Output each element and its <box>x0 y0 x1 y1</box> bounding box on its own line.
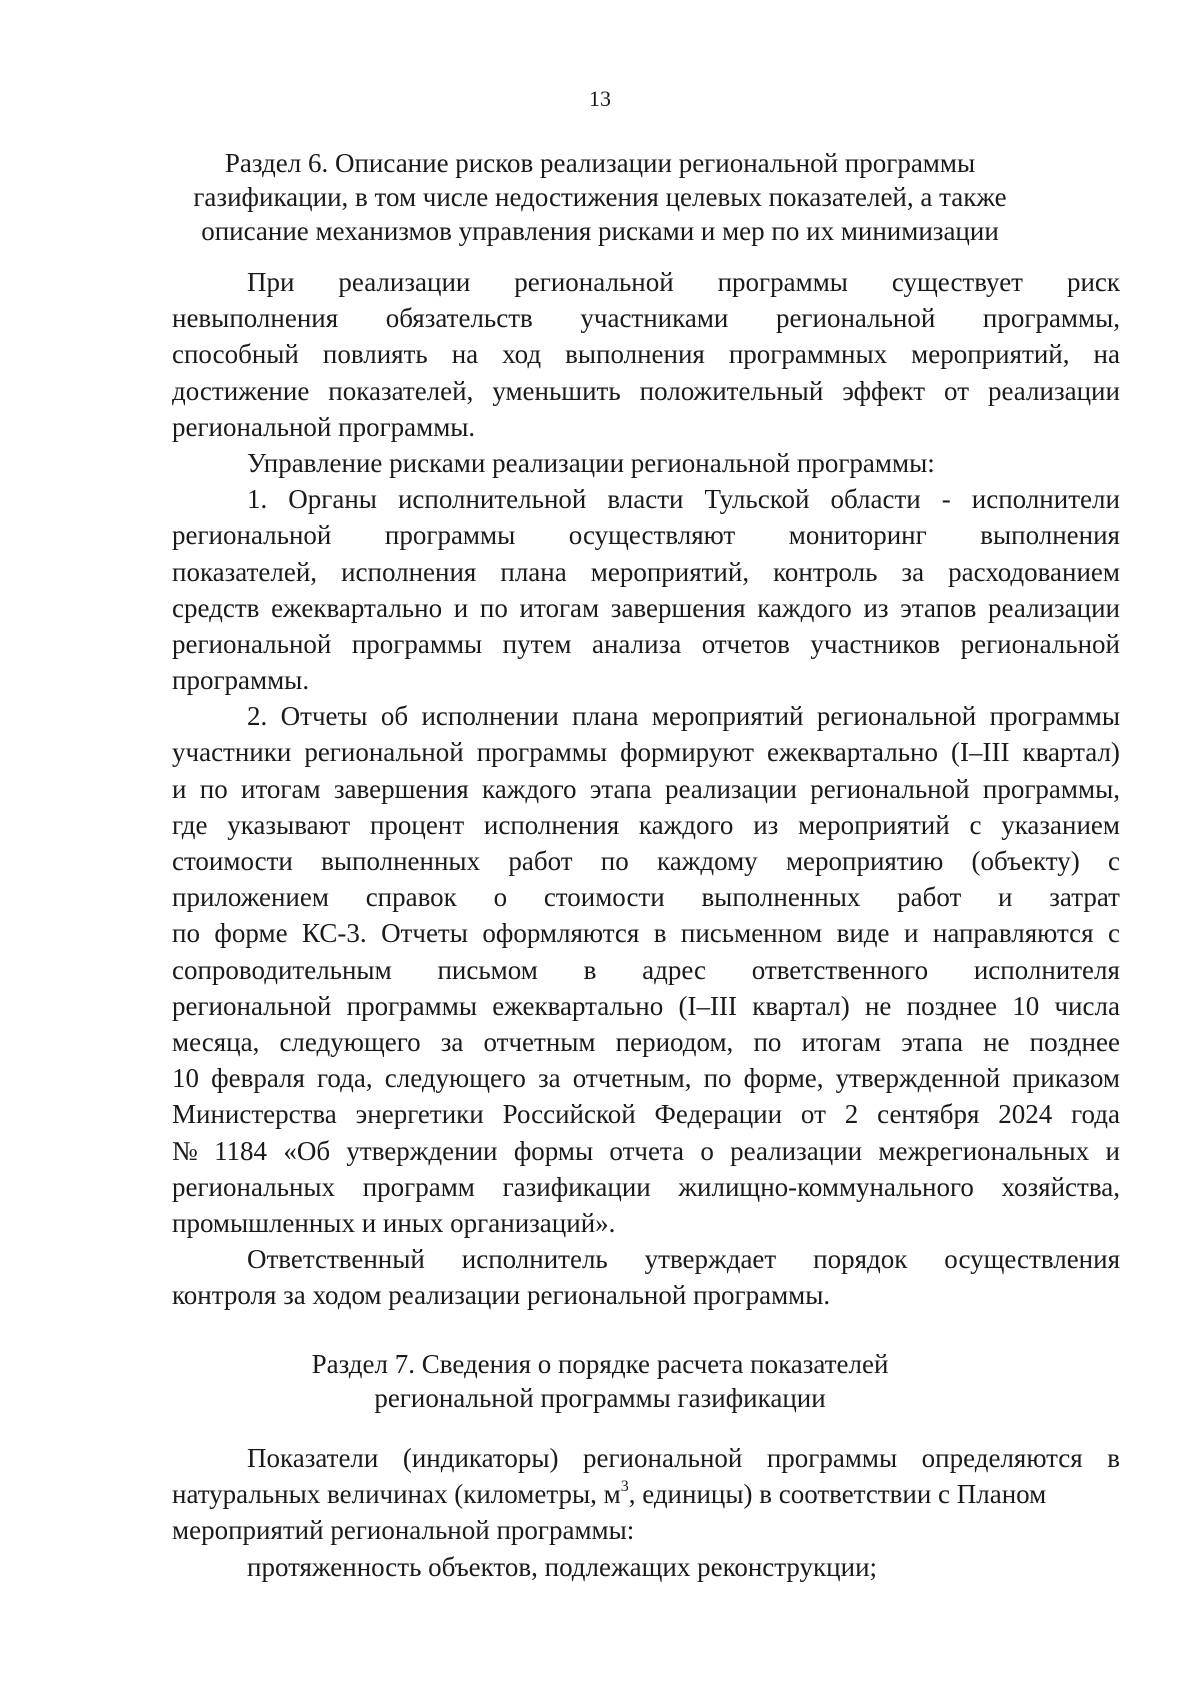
word: позднее <box>1029 1026 1120 1057</box>
word: исполнителя <box>973 954 1120 985</box>
word: ежеквартально <box>766 737 938 768</box>
word: реализации <box>730 1135 863 1166</box>
word: региональной <box>775 303 936 334</box>
word: ход <box>502 339 542 370</box>
paragraph-line <box>172 734 1120 770</box>
word: Отчеты <box>280 701 368 732</box>
word: мероприятий, <box>590 556 750 587</box>
word: за <box>440 1026 464 1057</box>
word: программы <box>476 737 608 768</box>
paragraph-line <box>172 1060 1120 1096</box>
word: процент <box>369 809 465 840</box>
paragraph-line <box>172 481 1120 517</box>
word: участниками <box>580 303 729 334</box>
word: о <box>700 1135 714 1166</box>
word: в <box>653 918 667 949</box>
word: определяются <box>921 1443 1083 1473</box>
word: мероприятий <box>798 809 950 840</box>
word: осуществляют <box>568 520 736 551</box>
word: положительный <box>639 375 824 406</box>
section-6-heading <box>0 146 1200 248</box>
word: региональной <box>172 520 332 551</box>
paragraph-line <box>172 264 1120 300</box>
word: приказом <box>1012 1063 1120 1094</box>
word: ежеквартально <box>271 592 443 623</box>
word: и <box>453 592 469 623</box>
word: 10 <box>1012 990 1040 1021</box>
word: сопроводительным <box>172 954 392 985</box>
word: региональной <box>582 1443 743 1473</box>
word: формы <box>513 1135 594 1166</box>
word: каждого <box>638 809 734 840</box>
word: газификации <box>502 1171 651 1202</box>
word: по <box>479 592 508 623</box>
word: региональной <box>172 990 332 1021</box>
word: мероприятий <box>651 701 804 732</box>
word: При <box>247 267 295 297</box>
paragraph-line <box>172 807 1120 843</box>
paragraph-line <box>172 517 1120 553</box>
word: Показатели <box>247 1443 379 1473</box>
heading-line: описание механизмов управления рисками и мер по их минимизации <box>201 216 999 246</box>
page-number: 13 <box>589 86 611 111</box>
word: месяца, <box>172 1026 260 1057</box>
word: (индикаторы) <box>402 1443 559 1473</box>
word: программы <box>989 701 1120 732</box>
word: мероприятий, <box>911 339 1070 370</box>
word: путем <box>502 628 572 659</box>
word: следующего <box>384 1063 526 1094</box>
word: от <box>944 375 969 406</box>
paragraph-line <box>172 626 1120 662</box>
word: 2 <box>844 1099 859 1130</box>
word: итогам <box>519 592 600 623</box>
word: Отчеты <box>381 918 468 949</box>
word: на <box>451 339 479 370</box>
word: 1184 <box>214 1135 268 1166</box>
word: письмом <box>437 954 538 985</box>
word: по <box>753 1026 782 1057</box>
word: показателей, <box>328 375 474 406</box>
word: риск <box>1066 267 1120 297</box>
word: энергетики <box>355 1099 484 1130</box>
word: не <box>983 1026 1010 1057</box>
word: достижение <box>172 375 310 406</box>
word: сентября <box>877 1099 980 1130</box>
paragraph-line <box>172 1476 1120 1512</box>
word: исполнении <box>421 701 559 732</box>
word: области <box>830 484 921 515</box>
word: показателей, <box>172 556 318 587</box>
word: на <box>1093 339 1120 370</box>
word: и <box>903 918 919 949</box>
word: утвержденной <box>835 1063 1001 1094</box>
word: существует <box>891 267 1023 297</box>
word: завершения <box>333 773 469 804</box>
word: периодом, <box>615 1026 734 1057</box>
paragraph-line: программы. <box>172 665 310 696</box>
word: Министерства <box>172 1099 337 1130</box>
word: отчета <box>609 1135 685 1166</box>
word: расходованием <box>948 556 1120 587</box>
paragraph-line: промышленных и иных организаций». <box>172 1207 616 1238</box>
paragraph-line <box>172 300 1120 336</box>
word: года <box>1071 1099 1120 1130</box>
word: исполнительной <box>397 484 587 515</box>
paragraph-line <box>172 771 1120 807</box>
paragraph-line <box>172 373 1120 409</box>
word: 10 <box>172 1063 199 1094</box>
word: квартал) <box>1022 737 1120 768</box>
word: и <box>172 773 187 804</box>
word: «Об <box>283 1135 331 1166</box>
word: от <box>800 1099 826 1130</box>
word: программных <box>728 339 888 370</box>
word: по <box>199 773 228 804</box>
word: ответственного <box>751 954 929 985</box>
word: 1. <box>247 484 268 515</box>
word: из <box>863 592 889 623</box>
text-fragment: натуральных величинах (километры, $м^3$, единицы) в соответствии с Планом <box>172 1478 1047 1510</box>
word: осуществления <box>944 1244 1120 1275</box>
word: 2. <box>247 701 268 732</box>
word: этапа <box>589 773 652 804</box>
paragraph-line: региональной программы. <box>172 411 476 442</box>
word: региональной <box>172 628 332 659</box>
word: отчетным <box>483 1026 596 1057</box>
word: виде <box>836 918 890 949</box>
section-7-body <box>172 1440 1120 1585</box>
word: указывают <box>227 809 351 840</box>
word: исполнители <box>971 484 1120 515</box>
word: региональной <box>816 701 977 732</box>
word: с <box>1108 918 1120 949</box>
word: справок <box>365 882 457 913</box>
word: реализации <box>988 592 1120 623</box>
word: о <box>493 882 508 913</box>
word: Российской <box>502 1099 636 1130</box>
heading-line: Раздел 7. Сведения о порядке расчета показателей <box>311 1349 889 1379</box>
paragraph-line <box>172 952 1120 988</box>
heading-line: газификации, в том числе недостижения целевых показателей, а также <box>193 182 1007 212</box>
word: года, <box>317 1063 373 1094</box>
word: мероприятию <box>785 846 944 876</box>
word: участников <box>810 628 941 659</box>
section-6-body <box>172 264 1120 1313</box>
word: в <box>583 954 597 985</box>
word: программы <box>384 520 516 551</box>
word: февраля <box>211 1063 305 1094</box>
superscript: 3 <box>620 1478 629 1496</box>
word: каждого <box>757 592 852 623</box>
word: каждому <box>657 846 758 876</box>
word: плана <box>500 556 567 587</box>
word: Федерации <box>654 1099 783 1130</box>
word: Тульской <box>704 484 810 515</box>
word: (I–III <box>950 737 1010 768</box>
word: плана <box>572 701 639 732</box>
word: (I–III <box>678 990 737 1021</box>
word: Ответственный <box>247 1244 425 1275</box>
word: региональной <box>810 773 970 804</box>
word: программы <box>346 990 477 1021</box>
word: исполнения <box>483 809 620 840</box>
word: исполнения <box>341 556 477 587</box>
word: уменьшить <box>492 375 621 406</box>
paragraph-line <box>172 988 1120 1024</box>
word: об <box>380 701 409 732</box>
word: где <box>172 809 208 840</box>
word: контроль <box>773 556 878 587</box>
word: за <box>901 556 925 587</box>
word: по <box>703 1063 732 1094</box>
word: реализации <box>987 375 1120 406</box>
word: и <box>998 882 1013 913</box>
word: жилищно-коммунального <box>678 1171 974 1202</box>
paragraph-line <box>172 554 1120 590</box>
word: КС-3. <box>302 918 367 949</box>
word: завершения <box>610 592 746 623</box>
word: выполненных <box>321 846 481 876</box>
word: выполнения <box>565 339 705 370</box>
word: программы <box>717 267 848 297</box>
word: программы, <box>982 303 1120 334</box>
word: (объекту) <box>971 846 1080 876</box>
word: способный <box>172 339 299 370</box>
word: Органы <box>288 484 377 515</box>
word: в <box>1107 1443 1120 1473</box>
paragraph-line <box>172 698 1120 734</box>
word: отчетным, <box>572 1063 692 1094</box>
word: затрат <box>1049 882 1120 913</box>
word: № <box>172 1135 198 1166</box>
word: работ <box>897 882 962 913</box>
word: итогам <box>801 1026 882 1057</box>
word: следующего <box>279 1026 421 1057</box>
word: этапа <box>901 1026 963 1057</box>
word: мониторинг <box>788 520 927 551</box>
word: эффект <box>842 375 926 406</box>
word: форме, <box>743 1063 824 1094</box>
word: программы <box>351 628 483 659</box>
word: реализации <box>664 773 797 804</box>
word: с <box>1107 846 1120 876</box>
word: этапов <box>900 592 977 623</box>
paragraph-line: контроля за ходом реализации региональной программы. <box>172 1280 831 1311</box>
word: направляются <box>932 918 1094 949</box>
word: утверждении <box>346 1135 498 1166</box>
word: оформляются <box>482 918 640 949</box>
word: региональных <box>172 1171 336 1202</box>
word: программы <box>766 1443 898 1473</box>
word: по <box>600 846 629 876</box>
word: хозяйства, <box>1001 1171 1120 1202</box>
word: региональной <box>304 737 464 768</box>
word: - <box>941 484 951 515</box>
paragraph-line: Управление рисками реализации региональной программы: <box>247 447 935 478</box>
word: выполнения <box>980 520 1120 551</box>
word: реализации <box>338 267 471 297</box>
paragraph-line <box>172 1133 1120 1169</box>
word: указанием <box>1001 809 1120 840</box>
paragraph-line: мероприятий региональной программы: <box>172 1515 635 1546</box>
word: письменном <box>680 918 823 949</box>
word: обязательств <box>385 303 533 334</box>
word: с <box>969 809 982 840</box>
word: каждого <box>482 773 577 804</box>
word: программы, <box>982 773 1120 804</box>
word: отчетов <box>701 628 790 659</box>
word: программ <box>362 1171 475 1202</box>
word: анализа <box>591 628 682 659</box>
word: квартал) <box>752 990 850 1021</box>
paragraph-line <box>172 1096 1120 1132</box>
word: порядок <box>813 1244 908 1275</box>
word: стоимости <box>172 846 293 876</box>
word: и <box>1105 1135 1120 1166</box>
word: средств <box>172 592 260 623</box>
word: региональной <box>960 628 1120 659</box>
paragraph-line <box>172 1169 1120 1205</box>
heading-line: региональной программы газификации <box>374 1383 826 1413</box>
word: выполненных <box>701 882 861 913</box>
word: региональной <box>514 267 674 297</box>
heading-line: Раздел 6. Описание рисков реализации региональной программы <box>224 148 976 178</box>
paragraph-line <box>172 1024 1120 1060</box>
word: форме <box>214 918 288 949</box>
paragraph-line <box>172 879 1120 915</box>
word: работ <box>508 846 573 876</box>
word: исполнитель <box>461 1244 608 1275</box>
word: формируют <box>620 737 754 768</box>
word: невыполнения <box>172 303 339 334</box>
word: ежеквартально <box>492 990 664 1021</box>
word: власти <box>607 484 684 515</box>
word: числа <box>1054 990 1120 1021</box>
word: приложением <box>172 882 329 913</box>
word: позднее <box>906 990 997 1021</box>
paragraph-line <box>172 336 1120 372</box>
word: участники <box>172 737 292 768</box>
paragraph-line: протяженность объектов, подлежащих реконструкции; <box>247 1551 878 1582</box>
word: итогам <box>241 773 321 804</box>
word: за <box>538 1063 561 1094</box>
word: межрегиональных <box>878 1135 1090 1166</box>
word: повлиять <box>322 339 428 370</box>
section-7-heading <box>0 1347 1200 1415</box>
word: из <box>753 809 779 840</box>
paragraph-line <box>172 1440 1120 1476</box>
word: адрес <box>642 954 706 985</box>
paragraph-line <box>172 915 1120 951</box>
paragraph-line <box>172 843 1120 879</box>
word: не <box>864 990 892 1021</box>
paragraph-line <box>172 590 1120 626</box>
word: 2024 <box>998 1099 1053 1130</box>
word: стоимости <box>543 882 665 913</box>
word: по <box>172 918 200 949</box>
word: утверждает <box>644 1244 777 1275</box>
paragraph-line <box>172 1241 1120 1277</box>
